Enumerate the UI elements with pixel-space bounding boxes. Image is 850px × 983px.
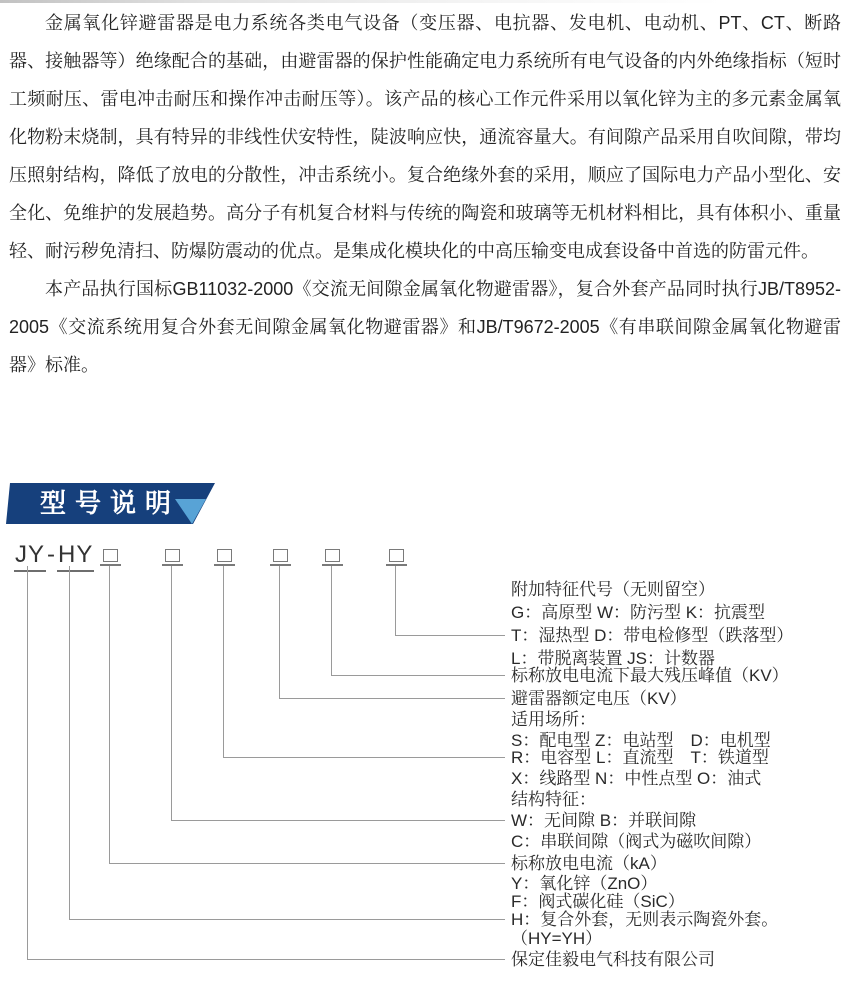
model-prefix-jy: JY [14, 541, 46, 572]
diagram-label-extra-feature-ljs: L：带脱离装置 JS：计数器 [511, 649, 716, 668]
diagram-label-extra-feature-gwk: G：高原型 W：防污型 K：抗震型 [511, 603, 766, 622]
diagram-label-residual-voltage: 标称放电电流下最大残压峰值（KV） [511, 666, 789, 685]
intro-paragraph-1: 金属氧化锌避雷器是电力系统各类电气设备（变压器、电抗器、发电机、电动机、PT、CT、断路器、接触器等）绝缘配合的基础，由避雷器的保护性能确定电力系统所有电气设备的内外绝缘指标（短时工频耐压、雷电冲击耐压和操作冲击耐压等）。该产品的核心工作元件采用以氧化锌为主的多元素金属氧化物粉末烧制，具有特异的非线性伏安特性，陡波响应快，通流容量大。有间隙产品采用自吹间隙，带均压照射结构，降低了放电的分散性，冲击系统小。复合绝缘外套的采用，顺应了国际电力产品小型化、安全化、免维护的发展趋势。高分子有机复合材料与传统的陶瓷和玻璃等无机材料相比，具有体积小、重量轻、耐污秽免清扫、防爆防震动的优点。是集成化模块化的中高压输变电成套设备中首选的防雷元件。 [9, 13, 841, 261]
section-banner [6, 483, 218, 524]
diagram-label-structure-wb: W：无间隙 B：并联间隙 [511, 811, 697, 830]
diagram-label-application-rlt: R：电容型 L：直流型 T：铁道型 [511, 748, 769, 767]
diagram-label-material-sic: F：阀式碳化硅（SiC） [511, 892, 685, 911]
diagram-label-application-title: 适用场所： [511, 710, 596, 729]
intro-section [9, 4, 841, 384]
section-title: 型号说明 [40, 488, 181, 518]
model-code-box-1 [103, 549, 118, 562]
diagram-label-discharge-current: 标称放电电流（kA） [511, 854, 667, 873]
diagram-label-structure-c: C：串联间隙（阀式为磁吹间隙） [511, 832, 762, 851]
model-separator: - [47, 541, 57, 568]
diagram-label-extra-feature-title: 附加特征代号（无则留空） [511, 580, 715, 599]
diagram-label-housing-h: H：复合外套，无则表示陶瓷外套。 [511, 910, 779, 929]
intro-paragraph-2: 本产品执行国标GB11032-2000《交流无间隙金属氧化物避雷器》，复合外套产品同时执行JB/T8952-2005《交流系统用复合外套无间隙金属氧化物避雷器》和JB/T9672-2005《有串联间隙金属氧化物避雷器》标准。 [9, 279, 841, 375]
diagram-label-rated-voltage: 避雷器额定电压（KV） [511, 689, 687, 708]
connector-jy [27, 566, 505, 960]
diagram-label-material-zno: Y：氧化锌（ZnO） [511, 874, 658, 893]
diagram-label-company-name: 保定佳毅电气科技有限公司 [511, 950, 715, 969]
model-code-box-4 [273, 549, 288, 562]
model-code-box-6 [389, 549, 404, 562]
model-code-box-5 [325, 549, 340, 562]
model-code-box-2 [165, 549, 180, 562]
diagram-label-structure-title: 结构特征： [511, 790, 596, 809]
diagram-label-application-szd: S：配电型 Z：电站型 D：电机型 [511, 731, 771, 750]
model-prefix-hy: HY [57, 541, 94, 572]
diagram-label-hy-equals-yh: （HY=YH） [511, 929, 603, 948]
scan-edge-artifact [0, 0, 850, 3]
model-code-box-3 [217, 549, 232, 562]
diagram-label-extra-feature-td: T：湿热型 D：带电检修型（跌落型） [511, 626, 794, 645]
diagram-label-application-xno: X：线路型 N：中性点型 O：油式 [511, 769, 762, 788]
